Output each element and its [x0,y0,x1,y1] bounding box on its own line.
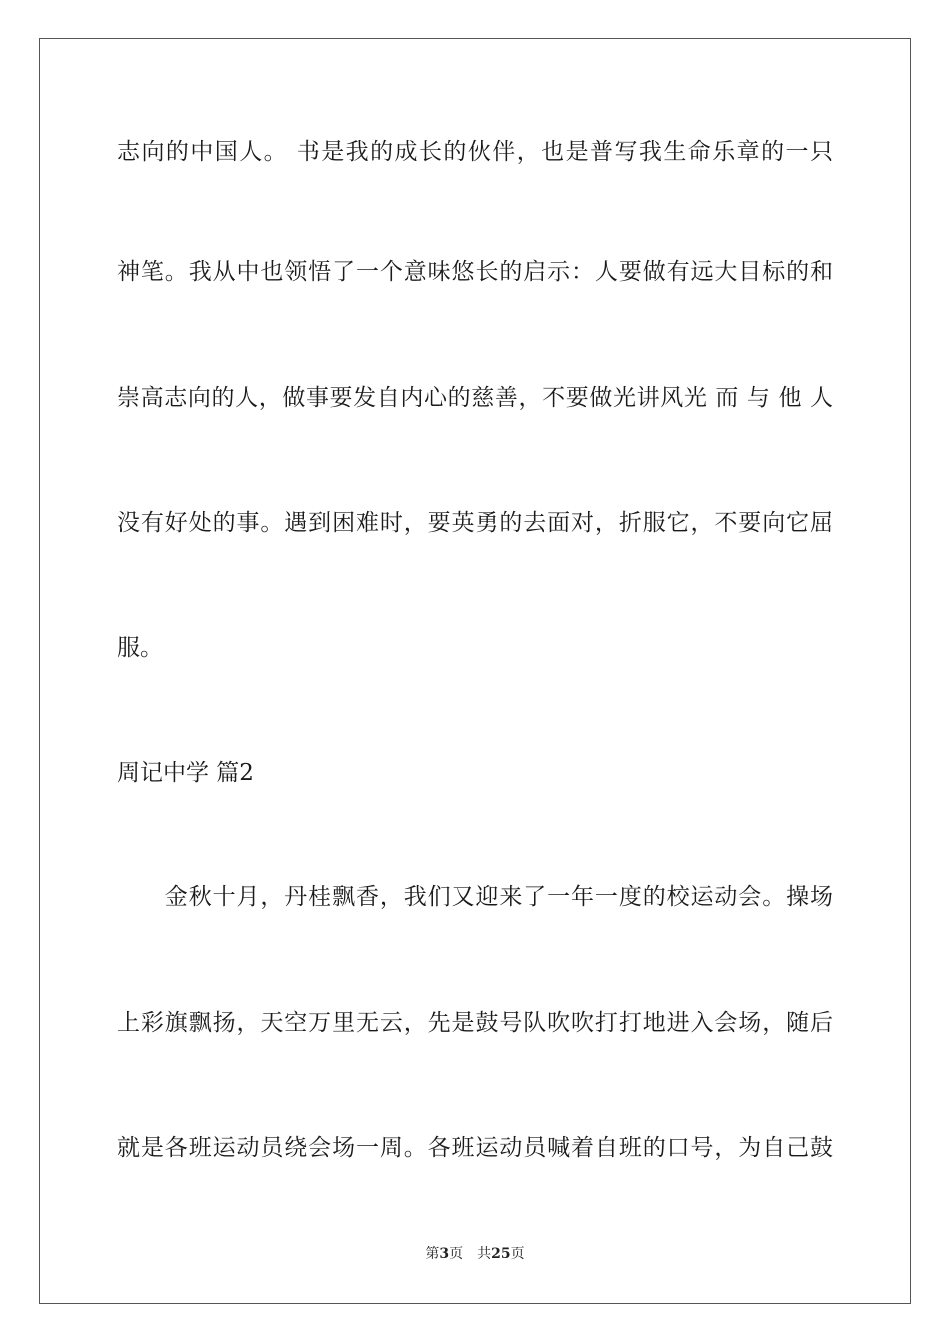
section-heading: 周记中学 篇2 [117,760,254,786]
text-line: 崇高志向的人，做事要发自内心的慈善，不要做光讲风光 而 与 他 人 [117,385,833,411]
text-line: 就是各班运动员绕会场一周。各班运动员喊着自班的口号，为自己鼓 [117,1135,833,1161]
footer-total-prefix: 共 [477,1246,492,1262]
footer-page-number: 3 [439,1246,450,1262]
page-footer [0,1244,950,1264]
footer-page-prefix: 第 [425,1246,440,1262]
text-line: 上彩旗飘扬，天空万里无云，先是鼓号队吹吹打打地进入会场，随后 [117,1010,833,1036]
text-line: 服。 [117,635,163,661]
footer-total-suffix: 页 [510,1246,525,1262]
page-border [39,38,911,1304]
footer-total-pages: 25 [491,1246,511,1262]
text-line: 没有好处的事。遇到困难时，要英勇的去面对，折服它，不要向它屈 [117,510,833,536]
text-line: 神笔。我从中也领悟了一个意味悠长的启示：人要做有远大目标的和 [117,259,833,285]
footer-page-suffix: 页 [449,1246,464,1262]
text-line: 志向的中国人。 书是我的成长的伙伴，也是普写我生命乐章的一只 [117,139,833,165]
text-line: 金秋十月，丹桂飘香，我们又迎来了一年一度的校运动会。操场 [117,884,833,910]
